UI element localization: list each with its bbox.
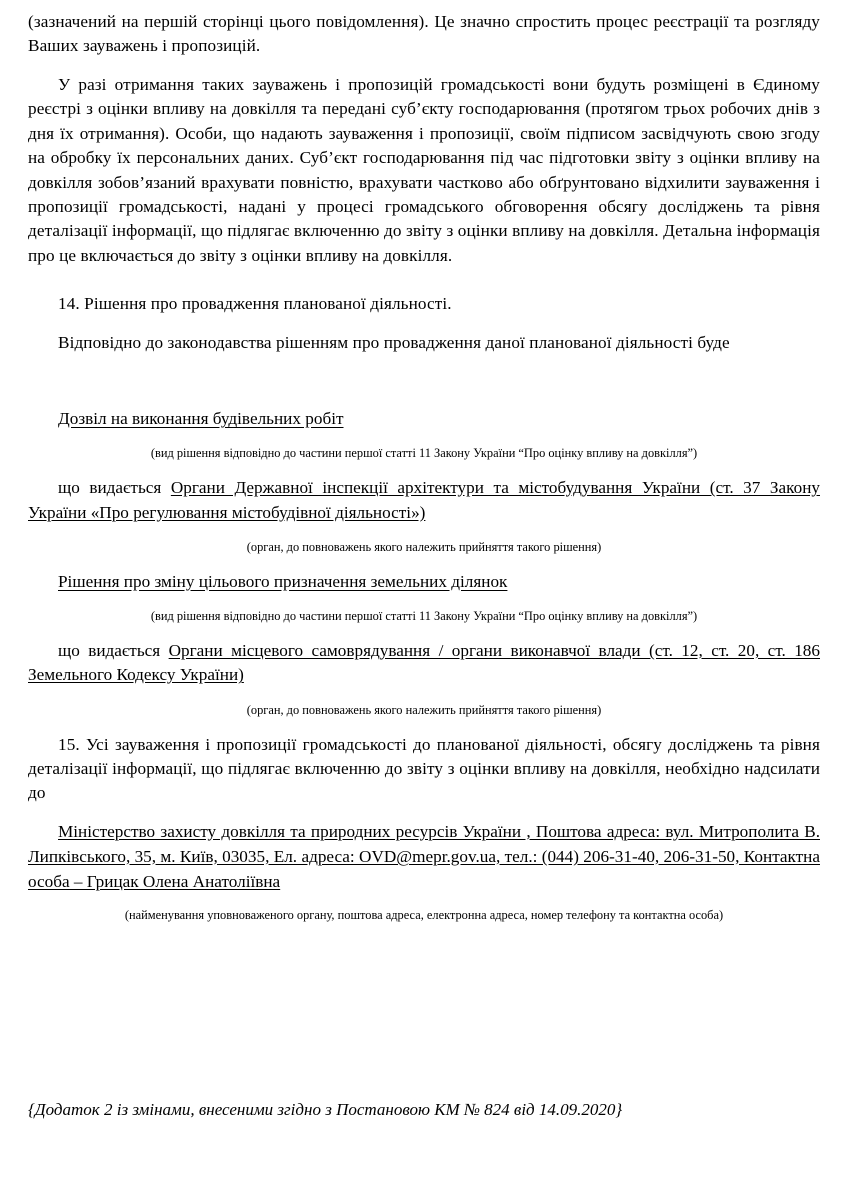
paragraph-intro: (зазначений на першій сторінці цього повідомлення). Це значно спростить процес реєстрації та розгляду Ваших зауважень і пропозицій. <box>28 12 820 56</box>
decision-2-issuer-body: Органи місцевого самоврядування / органи виконавчої влади (ст. 12, ст. 20, ст. 186 Земельного Кодексу України) <box>28 640 820 685</box>
authority-contact <box>28 820 820 895</box>
decision-1-issuer-prefix: що видається <box>58 478 171 498</box>
spacer <box>28 369 820 407</box>
authority-caption: (найменування уповноваженого органу, поштова адреса, електронна адреса, номер телефону та контактна особа) <box>124 907 724 922</box>
decision-2-issuer-caption: (орган, до повноважень якого належить прийняття такого рішення) <box>246 702 602 717</box>
decision-1-issuer-body: Органи Державної інспекції архітектури та містобудування України (ст. 37 Закону України «Про регулювання містобудівної діяльності») <box>28 478 820 522</box>
clause-14-text: Відповідно до законодавства рішенням про провадження даної планованої діяльності буде <box>58 332 730 352</box>
decision-2-issuer <box>28 639 820 688</box>
decision-2-title: Рішення про зміну цільового призначення земельних ділянок <box>58 571 508 591</box>
decision-2-caption: (вид рішення відповідно до частини першої статті 11 Закону України “Про оцінку впливу на довкілля”) <box>150 609 698 624</box>
footer-note: {Додаток 2 із змінами, внесеними згідно з Постановою КМ № 824 від 14.09.2020} <box>28 1100 623 1120</box>
clause-14-heading: 14. Рішення про провадження планованої діяльності. <box>58 294 452 314</box>
decision-1-issuer <box>28 476 820 525</box>
decision-1-title: Дозвіл на виконання будівельних робіт <box>58 409 344 429</box>
decision-block-2 <box>28 570 820 594</box>
authority-contact-text: Міністерство захисту довкілля та природних ресурсів України , Поштова адреса: вул. Митрополита В. Липківського, 35, м. Київ, 03035, Ел. адреса: OVD@mepr.gov.ua, тел.: (044) 206-31-40, 206-31-50, Контактна особа – Грицак Олена Анатоліївна <box>28 821 820 891</box>
clause-15-text: 15. Усі зауваження і пропозиції громадськості до планованої діяльності, обсягу досліджень та рівня деталізації інформації, що підлягає включенню до звіту з оцінки впливу на довкілля, необхідно надсилати до <box>28 734 820 803</box>
spacer <box>28 282 820 292</box>
decision-1-issuer-caption: (орган, до повноважень якого належить прийняття такого рішення) <box>246 540 602 555</box>
decision-2-issuer-prefix: що видається <box>58 640 169 660</box>
decision-1-caption: (вид рішення відповідно до частини першої статті 11 Закону України “Про оцінку впливу на довкілля”) <box>150 446 698 461</box>
decision-block-1 <box>28 407 820 431</box>
paragraph-remarks-processing: У разі отримання таких зауважень і пропозицій громадськості вони будуть розміщені в Єдиному реєстрі з оцінки впливу на довкілля та передані суб’єкту господарювання (протягом трьох робочих днів з дня їх отримання). Особи, що надають зауваження і пропозиції, своїм підписом засвідчують свою згоду на обробку їх персональних даних. Суб’єкт господарювання під час підготовки звіту з оцінки впливу на довкілля зобов’язаний врахувати повністю, врахувати частково або обґрунтовано відхилити зауваження і пропозиції громадськості, надані у процесі громадського обговорення обсягу досліджень та рівня деталізації інформації, що підлягає включенню до звіту з оцінки впливу на довкілля. Детальна інформація про це включається до звіту з оцінки впливу на довкілля. <box>28 74 820 265</box>
